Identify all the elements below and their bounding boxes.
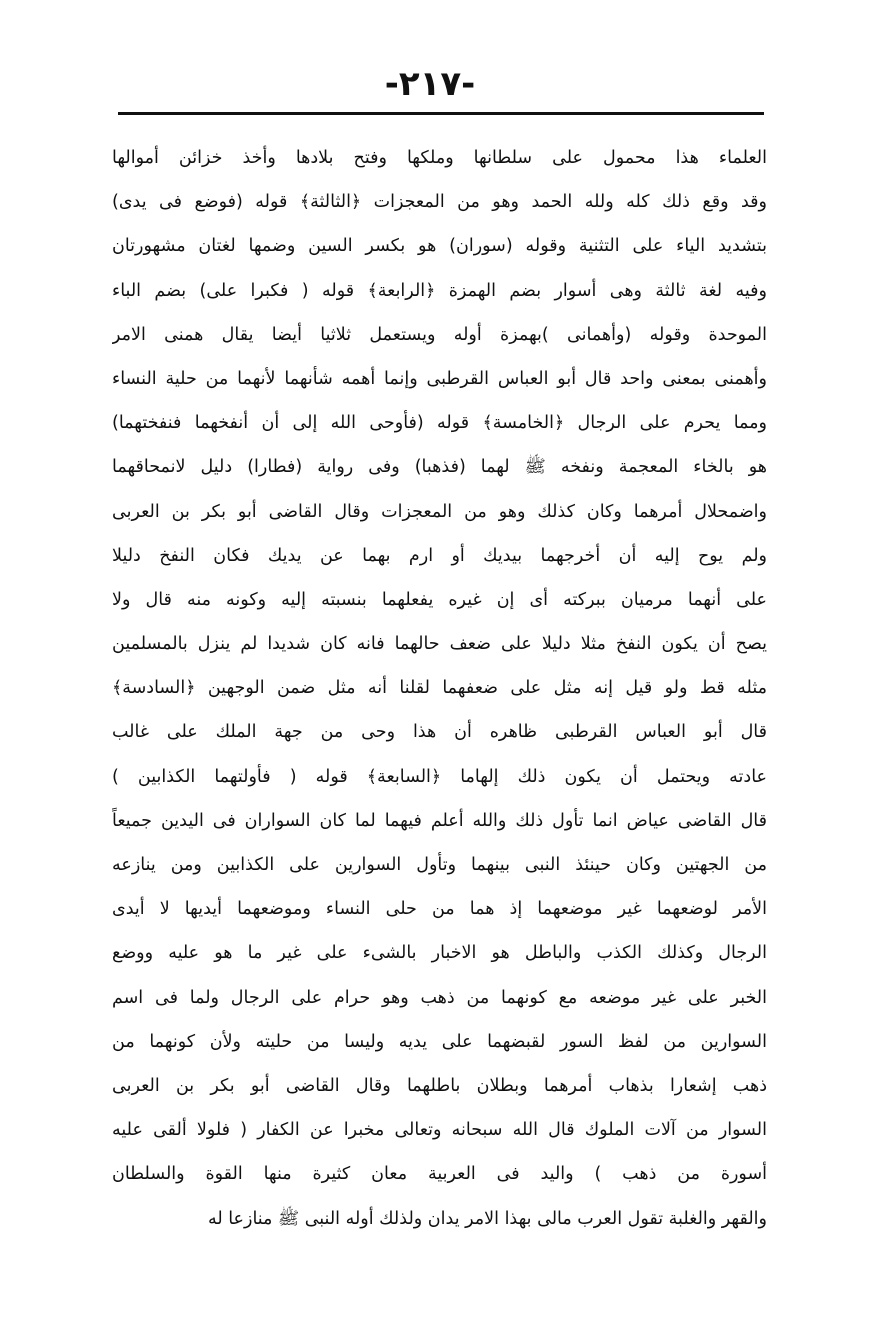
- text-line: السوارين من لفظ السور لقبضهما على يديه وليسا من حليته ولأن كونهما من: [112, 1031, 767, 1052]
- text-line: قال القاضى عياض انما تأول ذلك والله أعلم فيهما لما كان السواران فى اليدين جميعاً: [112, 810, 767, 831]
- text-line: يصح أن يكون النفخ مثلا دليلا على ضعف حالهما فانه كان شديدا لم ينزل بالمسلمين: [112, 634, 767, 655]
- text-line: بتشديد الياء على التثنية وقوله (سوران) هو بكسر السين وضمها لغتان مشهورتان: [112, 236, 767, 257]
- text-line: والقهر والغلبة تقول العرب مالى بهذا الامر يدان ولذلك أوله النبى ﷺ منازعا له: [207, 1208, 767, 1229]
- text-line: السوار من آلات الملوك قال الله سبحانه وتعالى مخبرا عن الكفار ( فلولا ألقى عليه: [112, 1120, 767, 1141]
- text-line: وقد وقع ذلك كله ولله الحمد وهو من المعجزات ﴿الثالثة﴾ قوله (فوضع فى يدى): [112, 192, 767, 213]
- body-text: [112, 136, 767, 1241]
- text-line: من الجهتين وكان حينئذ النبى بينهما وتأول السوارين على الكذابين ومن ينازعه: [112, 855, 767, 875]
- text-line: الأمر لوضعهما غير موضعهما إذ هما من حلى النساء وموضعهما أيديها لا أيدى: [112, 899, 767, 920]
- text-line: هو بالخاء المعجمة ونفخه ﷺ لهما (فذهبا) وفى رواية (فطارا) دليل لانمحاقهما: [112, 457, 767, 478]
- header-rule: [118, 112, 764, 115]
- text-line: ولم يوح إليه أن أخرجهما بيديك أو ارم بهما عن يديك فكان النفخ دليلا: [112, 545, 767, 566]
- text-line: وفيه لغة ثالثة وهى أسوار بضم الهمزة ﴿الرابعة﴾ قوله ( فكبرا على) بضم الباء: [112, 280, 767, 301]
- text-line: مثله قط ولو قيل إنه مثل على ضعفهما لقلنا أنه مثل ضمن الوجهين ﴿السادسة﴾: [112, 678, 767, 699]
- text-line: الخبر على غير موضعه مع كونهما من ذهب وهو حرام على الرجال ولما فى اسم: [112, 987, 767, 1008]
- page-number: -٢١٧-: [384, 64, 476, 104]
- text-line: وأهمنى بمعنى واحد قال أبو العباس القرطبى وإنما أهمه شأنهما لأنهما من حلية النساء: [112, 368, 767, 389]
- text-line: قال أبو العباس القرطبى ظاهره أن هذا وحى من جهة الملك على غالب: [112, 722, 767, 743]
- text-line: واضمحلال أمرهما وكان كذلك وهو من المعجزات وقال القاضى أبو بكر بن العربى: [112, 501, 767, 522]
- text-line: على أنهما مرميان ببركته أى إن غيره يفعلهما بنسبته إليه وكونه منه قال ولا: [112, 589, 767, 610]
- text-line: ومما يحرم على الرجال ﴿الخامسة﴾ قوله (فأوحى الله إلى أن أنفخهما فنفختهما): [112, 413, 767, 434]
- text-line: العلماء هذا محمول على سلطانها وملكها وفتح بلادها وأخذ خزائن أموالها: [112, 148, 767, 168]
- text-line: أسورة من ذهب ) واليد فى العربية معان كثيرة منها القوة والسلطان: [112, 1164, 767, 1185]
- text-line: ذهب إشعارا بذهاب أمرهما وبطلان باطلهما وقال القاضى أبو بكر بن العربى: [112, 1075, 767, 1096]
- text-line: الموحدة وقوله (وأهمانى )بهمزة أوله ويستعمل ثلاثيا أيضا يقال همنى الامر: [112, 324, 767, 345]
- text-line: عادته ويحتمل أن يكون ذلك إلهاما ﴿السابعة﴾ قوله ( فأولتهما الكذابين ): [112, 766, 767, 787]
- text-line: الرجال وكذلك الكذب والباطل هو الاخبار بالشىء على غير ما هو عليه ووضع: [112, 943, 767, 964]
